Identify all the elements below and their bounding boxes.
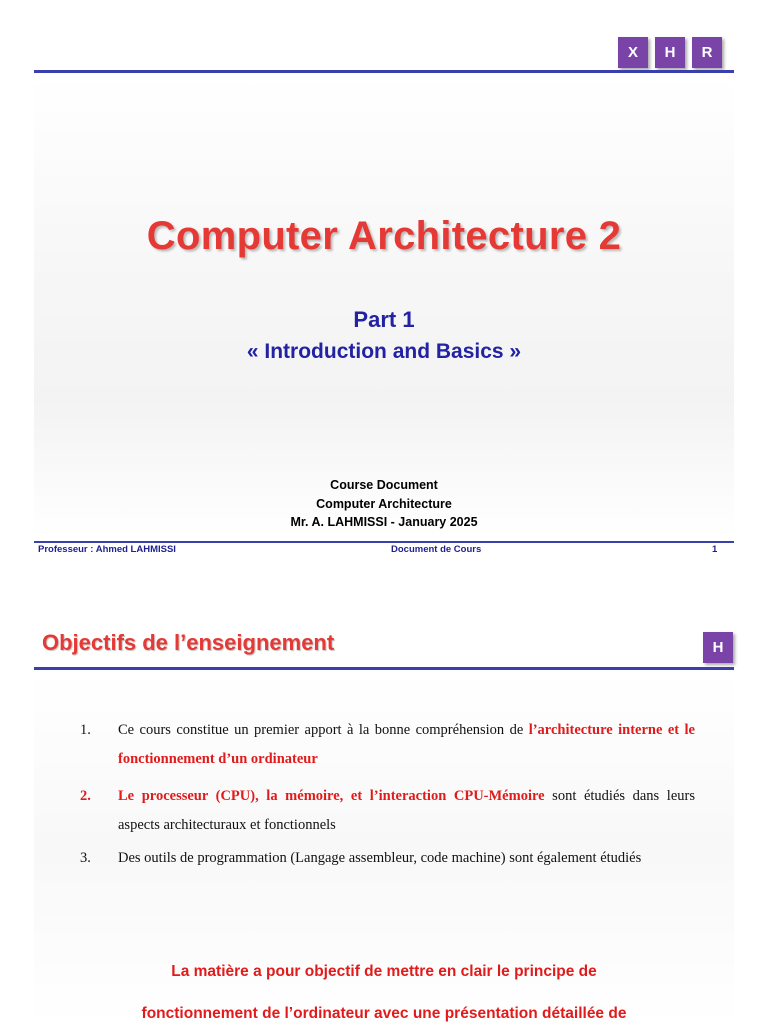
objective-item-2 xyxy=(80,782,695,840)
footer-professor: Professeur : Ahmed LAHMISSI xyxy=(38,544,176,555)
slide-2-title: Objectifs de l’enseignement xyxy=(42,630,335,655)
slide-2 xyxy=(0,594,768,1024)
objective-text: Des outils de programmation (Langage assembleur, code machine) sont également étudiés xyxy=(118,850,642,866)
slide-2-top-rule xyxy=(34,667,734,670)
objective-item-3 xyxy=(80,844,695,873)
slide-1-top-rule xyxy=(34,70,734,73)
objective-number: 2. xyxy=(80,788,91,804)
footer-page-number: 1 xyxy=(712,544,718,555)
conclusion-line-2: fonctionnement de l’ordinateur avec une présentation détaillée de xyxy=(141,1005,627,1022)
info-line-author-date: Mr. A. LAHMISSI - January 2025 xyxy=(290,515,478,529)
objective-item-1 xyxy=(80,716,695,774)
course-title: Computer Architecture 2 xyxy=(146,214,622,258)
objective-number: 1. xyxy=(80,722,91,738)
badge-h: H xyxy=(703,632,733,663)
part-subtitle: « Introduction and Basics » xyxy=(246,340,522,363)
badge-x: X xyxy=(618,37,648,68)
objective-text: Ce cours constitue un premier apport à la bonne compréhension de l’architecture interne et le fonctionnement d’un ordinateur xyxy=(118,722,695,767)
slide-1-badges xyxy=(618,37,722,68)
footer-rule xyxy=(34,541,734,543)
badge-r: R xyxy=(692,37,722,68)
badge-h: H xyxy=(655,37,685,68)
conclusion-line-1: La matière a pour objectif de mettre en clair le principe de xyxy=(171,963,597,980)
objective-text: Le processeur (CPU), la mémoire, et l’interaction CPU-Mémoire sont étudiés dans leurs aspects architecturaux et fonctionnels xyxy=(118,788,695,833)
objective-number: 3. xyxy=(80,850,91,866)
info-line-document: Course Document xyxy=(330,478,438,492)
part-label: Part 1 xyxy=(353,307,415,332)
footer-document-type: Document de Cours xyxy=(391,544,482,555)
info-line-subject: Computer Architecture xyxy=(316,497,452,511)
